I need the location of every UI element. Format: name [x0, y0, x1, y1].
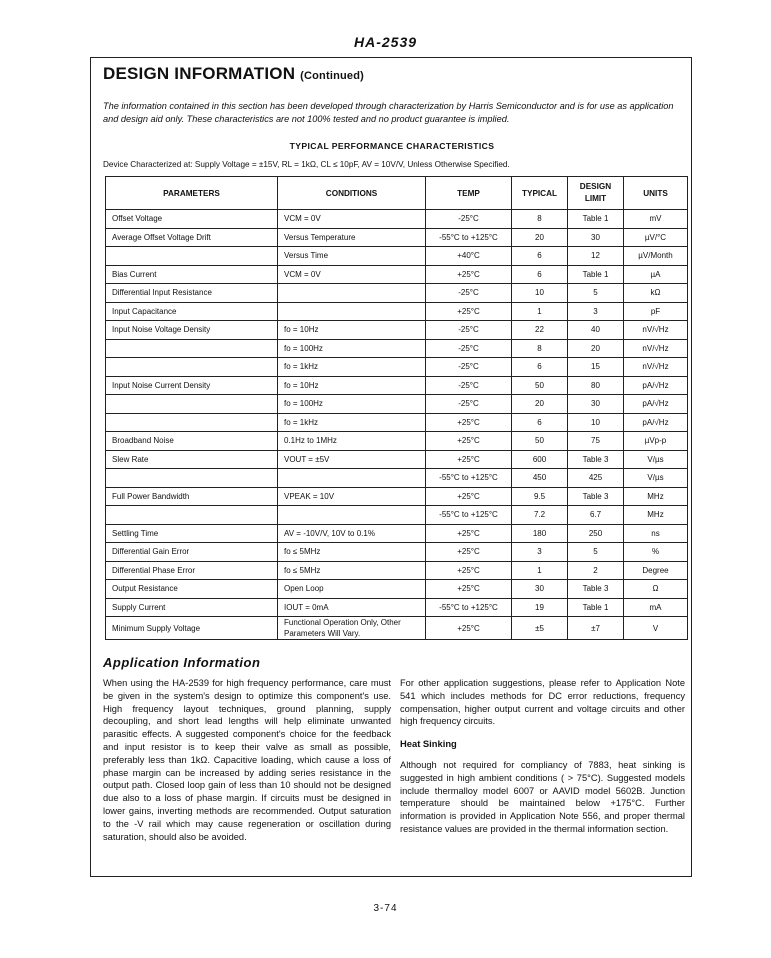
cell-typical: 180	[512, 524, 568, 543]
cell-condition	[278, 302, 426, 321]
cell-typical: 20	[512, 395, 568, 414]
cell-parameter: Offset Voltage	[106, 210, 278, 229]
cell-typical: 6	[512, 413, 568, 432]
cell-units: kΩ	[624, 284, 688, 303]
heat-sinking-text: Although not required for compliancy of 7883, heat sinking is suggested in high ambient conditions ( > 75°C). Suggested models include thermalloy model 6007 or AAVID model 5602B. Junction temperature should be maintained below +175°C. Further information is provided in Application Note 556, and proper thermal resistance values are provided in the thermal information section.	[400, 759, 685, 834]
cell-condition: 0.1Hz to 1MHz	[278, 432, 426, 451]
cell-parameter: Full Power Bandwidth	[106, 487, 278, 506]
table-row	[106, 413, 688, 432]
cell-design-limit: ±7	[568, 617, 624, 640]
table-row	[106, 302, 688, 321]
header-temp: TEMP	[426, 177, 512, 210]
table-row	[106, 450, 688, 469]
cell-parameter: Average Offset Voltage Drift	[106, 228, 278, 247]
cell-temp: +40°C	[426, 247, 512, 266]
table-row	[106, 210, 688, 229]
cell-parameter	[106, 247, 278, 266]
cell-temp: +25°C	[426, 450, 512, 469]
cell-units: µA	[624, 265, 688, 284]
cell-temp: +25°C	[426, 617, 512, 640]
cell-parameter	[106, 395, 278, 414]
cell-parameter: Differential Phase Error	[106, 561, 278, 580]
cell-units: pA/√Hz	[624, 413, 688, 432]
cell-units: MHz	[624, 506, 688, 525]
cell-temp: -25°C	[426, 210, 512, 229]
table-row	[106, 598, 688, 617]
cell-condition: IOUT = 0mA	[278, 598, 426, 617]
conditions-line: Device Characterized at: Supply Voltage = ±15V, RL = 1kΩ, CL ≤ 10pF, AV = 10V/V, Unless Otherwise Specified.	[103, 160, 510, 169]
cell-condition: VCM = 0V	[278, 210, 426, 229]
cell-temp: +25°C	[426, 524, 512, 543]
cell-typical: 7.2	[512, 506, 568, 525]
cell-design-limit: Table 3	[568, 450, 624, 469]
cell-units: mV	[624, 210, 688, 229]
cell-condition: Versus Temperature	[278, 228, 426, 247]
section-title	[103, 64, 364, 84]
cell-typical: 450	[512, 469, 568, 488]
cell-design-limit: 2	[568, 561, 624, 580]
table-row	[106, 265, 688, 284]
cell-units: mA	[624, 598, 688, 617]
cell-units: pA/√Hz	[624, 395, 688, 414]
cell-design-limit: 250	[568, 524, 624, 543]
cell-temp: +25°C	[426, 543, 512, 562]
table-row	[106, 561, 688, 580]
cell-temp: -55°C to +125°C	[426, 469, 512, 488]
cell-condition: VCM = 0V	[278, 265, 426, 284]
cell-temp: -55°C to +125°C	[426, 228, 512, 247]
application-left-column	[103, 677, 391, 843]
cell-units: pF	[624, 302, 688, 321]
cell-condition: fo = 10Hz	[278, 321, 426, 340]
cell-units: µVp-p	[624, 432, 688, 451]
cell-units: pA/√Hz	[624, 376, 688, 395]
cell-design-limit: 10	[568, 413, 624, 432]
cell-condition: Versus Time	[278, 247, 426, 266]
table-row	[106, 321, 688, 340]
cell-units: ns	[624, 524, 688, 543]
cell-design-limit: 20	[568, 339, 624, 358]
cell-typical: ±5	[512, 617, 568, 640]
cell-typical: 22	[512, 321, 568, 340]
cell-condition	[278, 469, 426, 488]
cell-temp: -55°C to +125°C	[426, 506, 512, 525]
table-row	[106, 395, 688, 414]
cell-typical: 50	[512, 376, 568, 395]
cell-parameter	[106, 469, 278, 488]
cell-temp: -25°C	[426, 321, 512, 340]
cell-design-limit: 5	[568, 284, 624, 303]
cell-parameter	[106, 506, 278, 525]
cell-temp: -55°C to +125°C	[426, 598, 512, 617]
cell-typical: 19	[512, 598, 568, 617]
cell-design-limit: 80	[568, 376, 624, 395]
cell-parameter: Input Noise Voltage Density	[106, 321, 278, 340]
cell-design-limit: 15	[568, 358, 624, 377]
cell-parameter: Input Capacitance	[106, 302, 278, 321]
cell-typical: 8	[512, 210, 568, 229]
cell-condition: AV = -10V/V, 10V to 0.1%	[278, 524, 426, 543]
cell-condition: fo ≤ 5MHz	[278, 561, 426, 580]
cell-design-limit: 30	[568, 228, 624, 247]
cell-typical: 20	[512, 228, 568, 247]
cell-parameter	[106, 358, 278, 377]
table-row	[106, 284, 688, 303]
application-title: Application Information	[103, 655, 261, 670]
cell-typical: 6	[512, 358, 568, 377]
section-title-text: DESIGN INFORMATION	[103, 64, 296, 83]
cell-temp: -25°C	[426, 339, 512, 358]
cell-temp: +25°C	[426, 432, 512, 451]
cell-temp: -25°C	[426, 395, 512, 414]
cell-typical: 6	[512, 265, 568, 284]
cell-parameter: Differential Gain Error	[106, 543, 278, 562]
cell-parameter	[106, 339, 278, 358]
table-row	[106, 524, 688, 543]
cell-design-limit: Table 1	[568, 210, 624, 229]
table-row	[106, 543, 688, 562]
table-row	[106, 432, 688, 451]
intro-paragraph: The information contained in this section has been developed through characterization by Harris Semiconductor and is for use as application and design aid only. These characteristics are not 100% tested and no product guarantee is implied.	[103, 101, 674, 124]
cell-typical: 600	[512, 450, 568, 469]
cell-design-limit: Table 1	[568, 265, 624, 284]
cell-parameter: Settling Time	[106, 524, 278, 543]
header-conditions: CONDITIONS	[278, 177, 426, 210]
cell-typical: 1	[512, 302, 568, 321]
cell-design-limit: 5	[568, 543, 624, 562]
cell-typical: 8	[512, 339, 568, 358]
cell-design-limit: 3	[568, 302, 624, 321]
cell-design-limit: 425	[568, 469, 624, 488]
cell-units: V/µs	[624, 450, 688, 469]
cell-design-limit: 30	[568, 395, 624, 414]
cell-units: Degree	[624, 561, 688, 580]
cell-parameter: Slew Rate	[106, 450, 278, 469]
table-row	[106, 358, 688, 377]
cell-parameter: Input Noise Current Density	[106, 376, 278, 395]
table-row	[106, 469, 688, 488]
cell-typical: 3	[512, 543, 568, 562]
cell-condition: fo ≤ 5MHz	[278, 543, 426, 562]
cell-design-limit: Table 1	[568, 598, 624, 617]
cell-condition: Functional Operation Only, Other Parameters Will Vary.	[278, 617, 426, 640]
cell-typical: 10	[512, 284, 568, 303]
table-header-row	[106, 177, 688, 210]
cell-condition: fo = 1kHz	[278, 413, 426, 432]
table-row	[106, 247, 688, 266]
cell-design-limit: 12	[568, 247, 624, 266]
cell-units: Ω	[624, 580, 688, 599]
header-parameters: PARAMETERS	[106, 177, 278, 210]
cell-parameter: Supply Current	[106, 598, 278, 617]
cell-design-limit: 75	[568, 432, 624, 451]
cell-units: V/µs	[624, 469, 688, 488]
cell-condition: fo = 100Hz	[278, 339, 426, 358]
cell-temp: +25°C	[426, 302, 512, 321]
cell-units: %	[624, 543, 688, 562]
cell-units: nV/√Hz	[624, 358, 688, 377]
cell-condition: Open Loop	[278, 580, 426, 599]
section-title-suffix: (Continued)	[300, 70, 365, 82]
heat-sinking-title: Heat Sinking	[400, 738, 457, 750]
table-row	[106, 339, 688, 358]
performance-table	[105, 176, 688, 640]
cell-temp: -25°C	[426, 284, 512, 303]
cell-temp: +25°C	[426, 487, 512, 506]
cell-condition: fo = 100Hz	[278, 395, 426, 414]
cell-temp: -25°C	[426, 358, 512, 377]
cell-design-limit: Table 3	[568, 487, 624, 506]
table-body	[106, 210, 688, 640]
cell-units: V	[624, 617, 688, 640]
table-row	[106, 506, 688, 525]
application-right-text: For other application suggestions, please refer to Application Note 541 which includes methods for DC error reductions, frequency compensation, higher output current and voltage circuits and other high frequency circuits.	[400, 678, 685, 727]
cell-design-limit: Table 3	[568, 580, 624, 599]
cell-condition	[278, 284, 426, 303]
cell-typical: 50	[512, 432, 568, 451]
cell-temp: +25°C	[426, 561, 512, 580]
cell-condition: VOUT = ±5V	[278, 450, 426, 469]
design-information-frame	[90, 57, 692, 877]
cell-parameter	[106, 413, 278, 432]
table-row	[106, 228, 688, 247]
application-left-text: When using the HA-2539 for high frequency performance, care must be given in the system's design to optimize this component's use. High frequency layout techniques, ground planning, supply decoupling, and short lead lengths will help eliminate unwanted parasitic effects. A suggested component's choice for the feedback and input resistor is to keep their valve as small as possible, preferably less than 1kΩ. Capacitive loading, which cause a loss of phase margin can be increased by adding series resistance in the output path. Closed loop gain of less than 10 should not be designed due also to a loss of phase margin. If circuits must be designed in lower gains, inverting methods are recommended. Output saturation to the -V rail which may cause regeneration or oscillation during saturation, should also be avoided.	[103, 678, 391, 842]
cell-condition: VPEAK = 10V	[278, 487, 426, 506]
table-row	[106, 376, 688, 395]
cell-design-limit: 6.7	[568, 506, 624, 525]
page-header: HA-2539	[353, 34, 418, 50]
cell-units: MHz	[624, 487, 688, 506]
cell-condition	[278, 506, 426, 525]
cell-units: µV/°C	[624, 228, 688, 247]
cell-units: nV/√Hz	[624, 321, 688, 340]
cell-temp: +25°C	[426, 580, 512, 599]
cell-condition: fo = 1kHz	[278, 358, 426, 377]
header-typical: TYPICAL	[512, 177, 568, 210]
cell-typical: 30	[512, 580, 568, 599]
cell-temp: +25°C	[426, 265, 512, 284]
cell-design-limit: 40	[568, 321, 624, 340]
table-title: TYPICAL PERFORMANCE CHARACTERISTICS	[289, 141, 495, 151]
cell-parameter: Differential Input Resistance	[106, 284, 278, 303]
table-row	[106, 580, 688, 599]
page-number: 3-74	[373, 903, 398, 914]
cell-parameter: Minimum Supply Voltage	[106, 617, 278, 640]
header-units: UNITS	[624, 177, 688, 210]
header-design-limit: DESIGN LIMIT	[568, 177, 624, 210]
cell-parameter: Broadband Noise	[106, 432, 278, 451]
cell-units: nV/√Hz	[624, 339, 688, 358]
table-row	[106, 487, 688, 506]
cell-temp: +25°C	[426, 413, 512, 432]
cell-parameter: Bias Current	[106, 265, 278, 284]
cell-typical: 6	[512, 247, 568, 266]
table-row	[106, 617, 688, 640]
cell-typical: 1	[512, 561, 568, 580]
cell-typical: 9.5	[512, 487, 568, 506]
cell-condition: fo = 10Hz	[278, 376, 426, 395]
cell-temp: -25°C	[426, 376, 512, 395]
cell-parameter: Output Resistance	[106, 580, 278, 599]
application-right-column	[400, 677, 685, 836]
cell-units: µV/Month	[624, 247, 688, 266]
